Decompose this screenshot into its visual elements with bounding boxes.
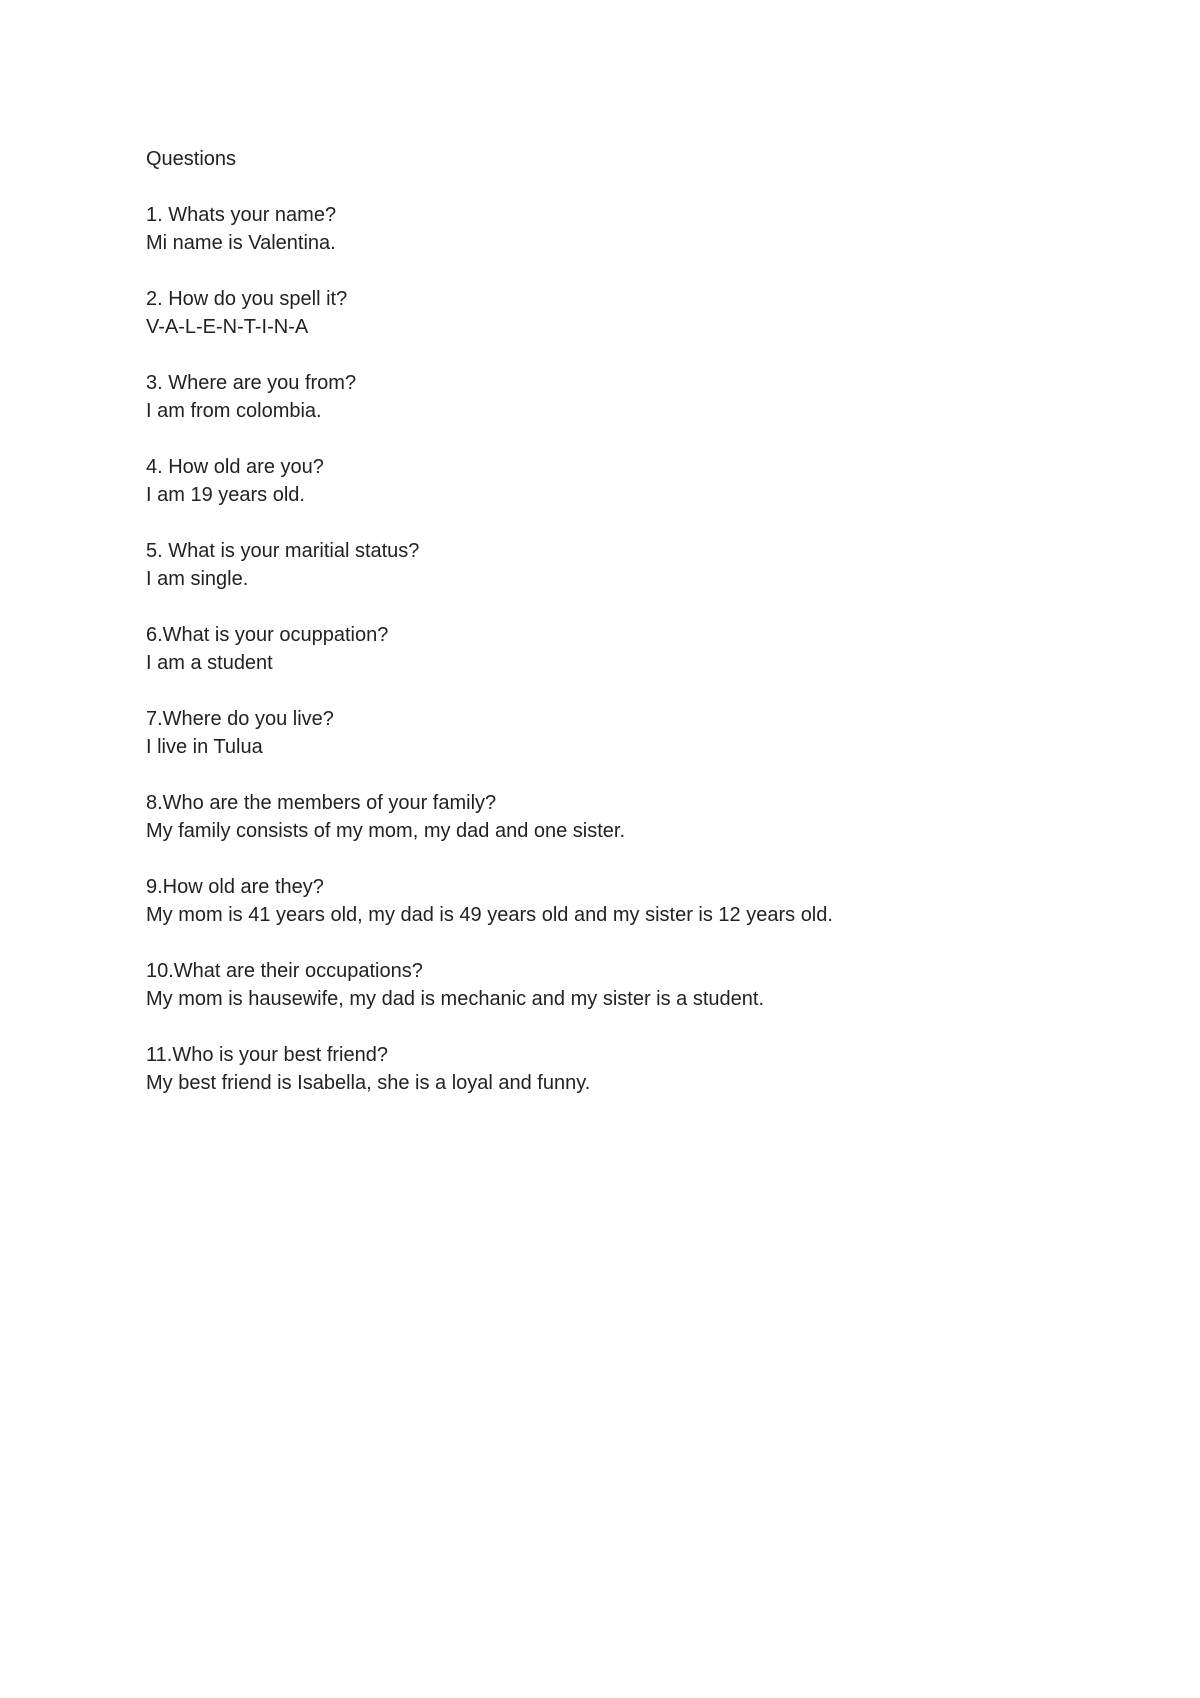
question-4: 4. How old are you? xyxy=(146,456,324,478)
qa-item-9 xyxy=(146,873,1106,929)
document-heading: Questions xyxy=(146,148,237,170)
answer-8: My family consists of my mom, my dad and one sister. xyxy=(146,820,626,842)
qa-item-5 xyxy=(146,537,1106,593)
answer-4: I am 19 years old. xyxy=(146,484,305,506)
qa-item-2 xyxy=(146,285,1106,341)
answer-1: Mi name is Valentina. xyxy=(146,232,336,254)
qa-item-3 xyxy=(146,369,1106,425)
question-10: 10.What are their occupations? xyxy=(146,960,423,982)
question-9: 9.How old are they? xyxy=(146,876,324,898)
answer-2: V-A-L-E-N-T-I-N-A xyxy=(146,316,309,338)
answer-7: I live in Tulua xyxy=(146,736,263,758)
qa-item-4 xyxy=(146,453,1106,509)
answer-10: My mom is hausewife, my dad is mechanic and my sister is a student. xyxy=(146,988,765,1010)
question-11: 11.Who is your best friend? xyxy=(146,1044,388,1066)
qa-item-1 xyxy=(146,201,1106,257)
answer-5: I am single. xyxy=(146,568,249,590)
qa-item-8 xyxy=(146,789,1106,845)
question-5: 5. What is your maritial status? xyxy=(146,540,420,562)
question-7: 7.Where do you live? xyxy=(146,708,334,730)
answer-9: My mom is 41 years old, my dad is 49 years old and my sister is 12 years old. xyxy=(146,904,833,926)
question-3: 3. Where are you from? xyxy=(146,372,357,394)
question-2: 2. How do you spell it? xyxy=(146,288,348,310)
answer-11: My best friend is Isabella, she is a loyal and funny. xyxy=(146,1072,591,1094)
document-body xyxy=(146,145,1106,1125)
answer-6: I am a student xyxy=(146,652,273,674)
question-1: 1. Whats your name? xyxy=(146,204,337,226)
question-8: 8.Who are the members of your family? xyxy=(146,792,497,814)
question-6: 6.What is your ocuppation? xyxy=(146,624,389,646)
qa-item-10 xyxy=(146,957,1106,1013)
qa-item-11 xyxy=(146,1041,1106,1097)
answer-3: I am from colombia. xyxy=(146,400,322,422)
qa-item-7 xyxy=(146,705,1106,761)
qa-item-6 xyxy=(146,621,1106,677)
